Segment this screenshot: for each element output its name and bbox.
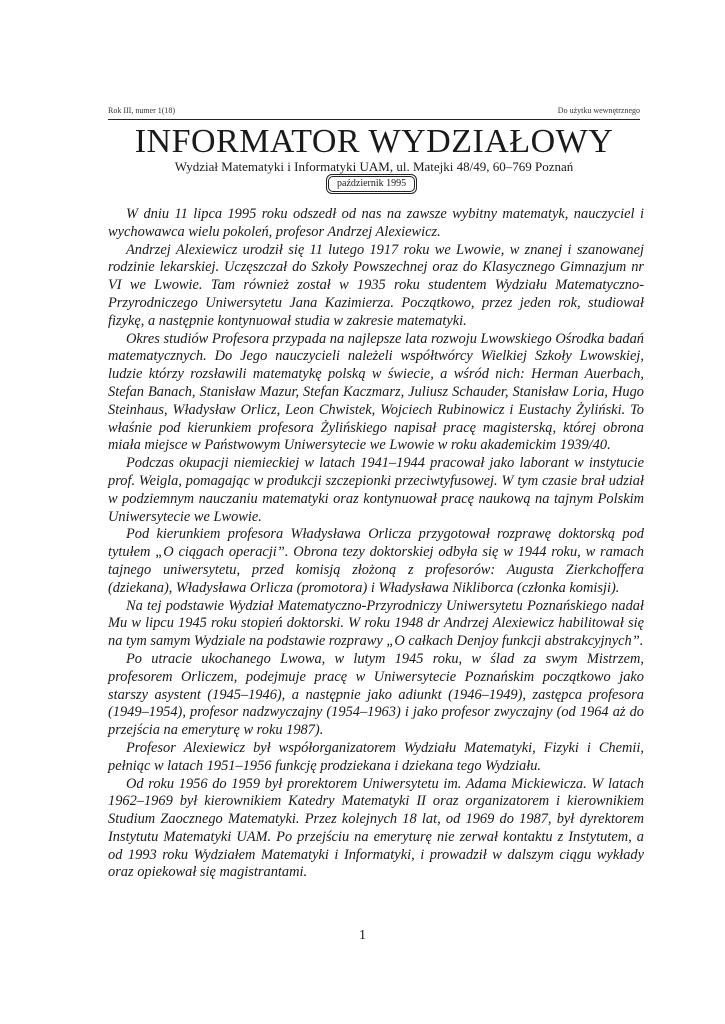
paragraph: W dniu 11 lipca 1995 roku odszedł od nas na zawsze wybitny matematyk, nauczyciel i wychowawca wielu pokoleń, profesor Andrzej Alexiewicz. <box>108 206 644 240</box>
paragraph: Od roku 1956 do 1959 był prorektorem Uniwersytetu im. Adama Mickiewicza. W latach 1962–1969 był kierownikiem Katedry Matematyki II oraz organizatorem i kierownikiem Studium Zaocznego Matematyki. Przez kolejnych 18 lat, od 1969 do 1987, był dyrektorem Instytutu Matematyki UAM. Po przejściu na emeryturę nie zerwał kontaktu z Instytutem, a od 1993 roku Wydziałem Matematyki i Informatyki, i prowadził w dalszym ciągu wykłady oraz opiekował się magistrantami. <box>108 775 644 881</box>
faculty-address: Wydział Matematyki i Informatyki UAM, ul. Matejki 48/49, 60–769 Poznań <box>174 159 574 174</box>
paragraph: Na tej podstawie Wydział Matematyczno-Przyrodniczy Uniwersytetu Poznańskiego nadał Mu w lipcu 1945 roku stopień doktorski. W roku 1948 dr Andrzej Alexiewicz habilitował się na tym samym Wydziale na podstawie rozprawy „O całkach Denjoy funkcji abstrakcyjnych”. <box>108 597 644 650</box>
paragraph: Andrzej Alexiewicz urodził się 11 lutego 1917 roku we Lwowie, w znanej i szanowanej rodzinie lekarskiej. Uczęszczał do Szkoły Powszechnej oraz do Klasycznego Gimnazjum nr VI we Lwowie. Tam również został w 1935 roku studentem Wydziału Matematyczno-Przyrodniczego Uniwersytetu Jana Kazimierza. Początkowo, przez jeden rok, studiował fizykę, a następnie kontynuował studia w zakresie matematyki. <box>108 241 644 329</box>
issue-number: Rok III, numer 1(18) <box>108 106 176 115</box>
paragraph: Po utracie ukochanego Lwowa, w lutym 1945 roku, w ślad za swym Mistrzem, profesorem Orliczem, podejmuje pracę w Uniwersytecie Poznańskim początkowo jako starszy asystent (1945–1946), a następnie jako adiunkt (1946–1949), zastępca profesora (1949–1954), profesor nadzwyczajny (1954–1963) i jako profesor zwyczajny (od 1964 aż do przejścia na emeryturę w roku 1987). <box>108 650 644 739</box>
internal-use-note: Do użytku wewnętrznego <box>557 106 640 115</box>
running-header <box>108 106 640 115</box>
issue-date: październik 1995 <box>328 176 415 192</box>
paragraph: Podczas okupacji niemieckiej w latach 1941–1944 pracował jako laborant w instytucie prof. Weigla, pomagając w produkcji szczepionki przeciwtyfusowej. W tym czasie brał udział w podziemnym nauczaniu matematyki oraz kontynuował pracę naukową na tajnym Polskim Uniwersytecie we Lwowie. <box>108 455 644 525</box>
paragraph: Pod kierunkiem profesora Władysława Orlicza przygotował rozprawę doktorską pod tytułem „O ciągach operacji”. Obrona tezy doktorskiej odbyła się w 1944 roku, w ramach tajnego uniwersytetu, przed komisją złożoną z profesorów: Augusta Zierkchoffera (dziekana), Władysława Orlicza (promotora) i Władysława Nikliborca (członka komisji). <box>108 526 644 596</box>
article-body <box>108 206 644 882</box>
paragraph: Okres studiów Profesora przypada na najlepsze lata rozwoju Lwowskiego Ośrodka badań matematycznych. Do Jego nauczycieli należeli współtwórcy Wielkiej Szkoły Lwowskiej, ludzie którzy rozsławili matematykę polską w świecie, a wśród nich: Herman Auerbach, Stefan Banach, Stanisław Mazur, Stefan Kaczmarz, Juliusz Schauder, Stanisław Loria, Hugo Steinhaus, Władysław Orlicz, Leon Chwistek, Wojciech Rubinowicz i Eustachy Żyliński. To właśnie pod kierunkiem profesora Żylińskiego napisał pracę magisterską, której obrona miała miejsce w Państwowym Uniwersytecie we Lwowie w roku akademickim 1939/40. <box>108 330 644 454</box>
header-rule <box>108 119 640 120</box>
issue-date-box <box>326 174 417 194</box>
page-number: 1 <box>359 928 366 943</box>
newsletter-title: INFORMATOR WYDZIAŁOWY <box>134 123 614 160</box>
paragraph: Profesor Alexiewicz był współorganizatorem Wydziału Matematyki, Fizyki i Chemii, pełniąc w latach 1951–1956 funkcję prodziekana i dziekana tego Wydziału. <box>108 739 644 774</box>
